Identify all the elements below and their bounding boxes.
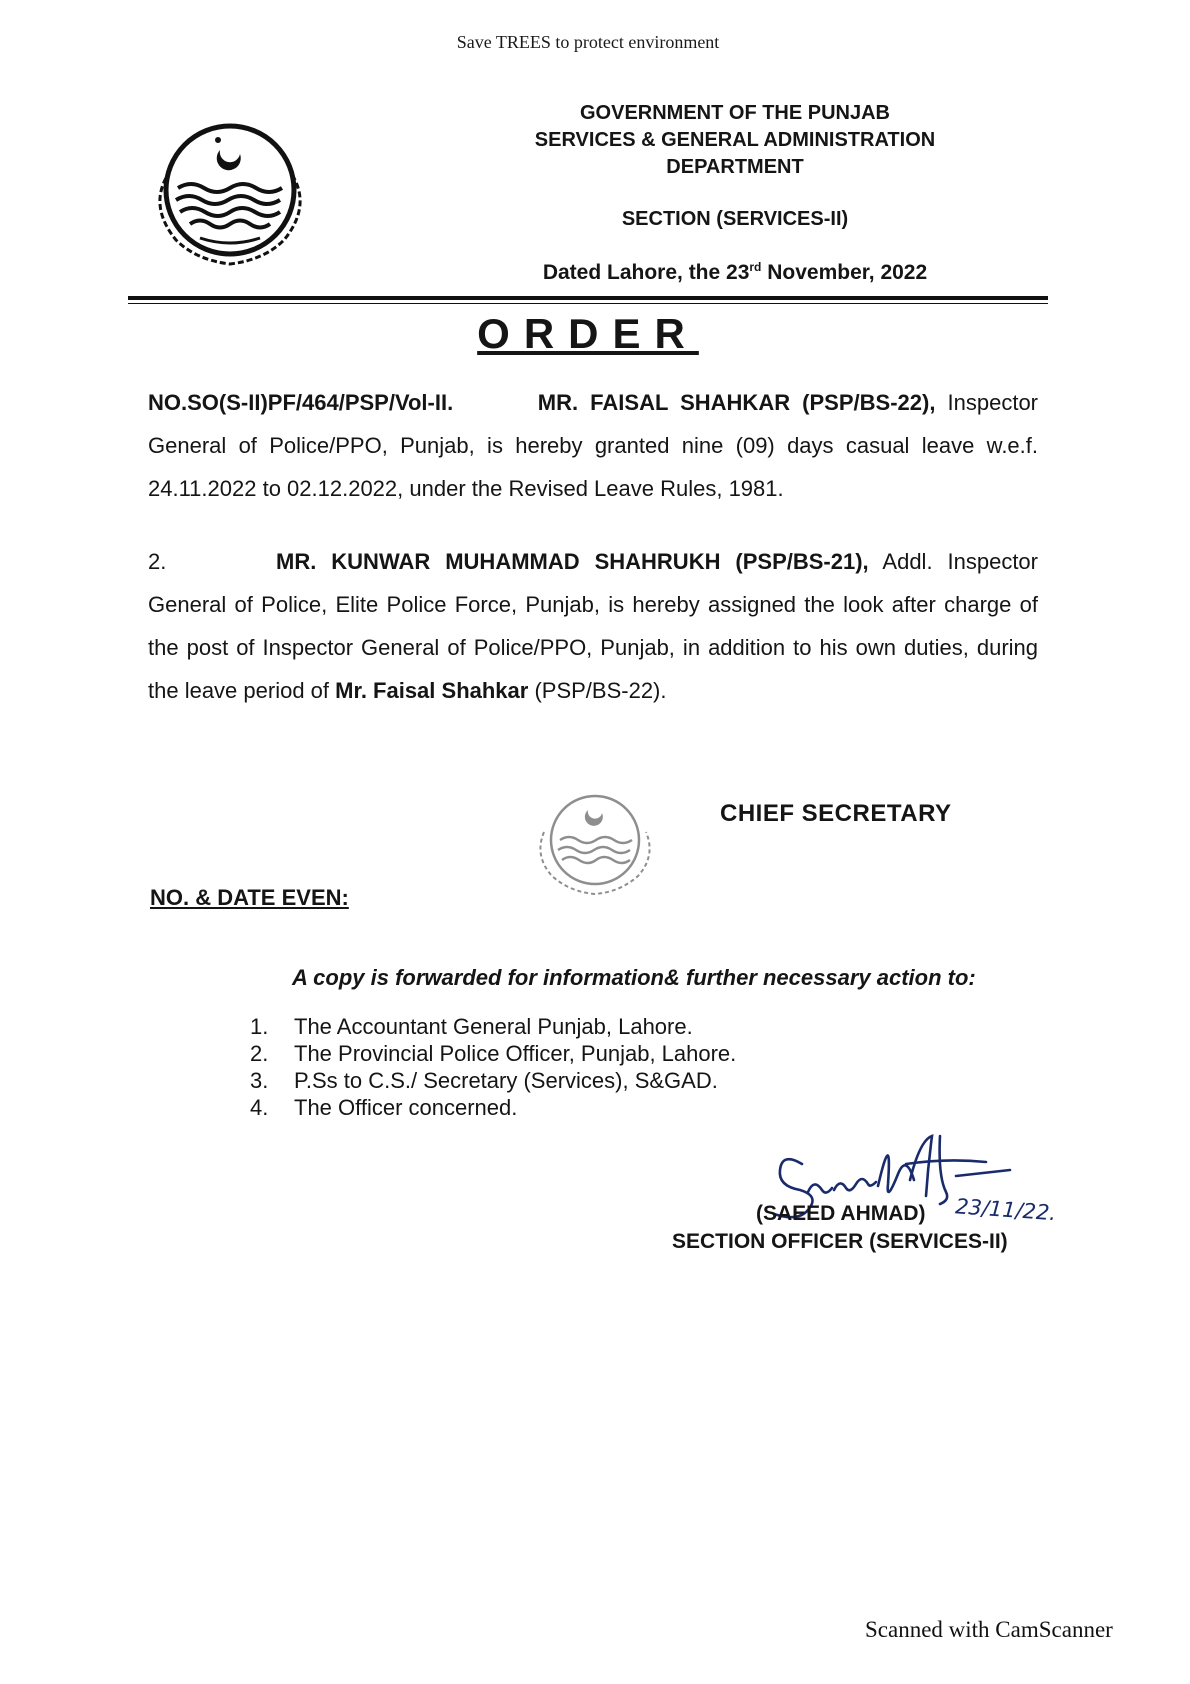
department-header — [500, 100, 970, 181]
stamp-emblem — [530, 788, 660, 898]
list-number: 2. — [250, 1041, 269, 1066]
paragraph-2 — [148, 540, 1038, 712]
list-item — [250, 1067, 736, 1094]
list-text: The Provincial Police Officer, Punjab, Lahore. — [294, 1041, 737, 1066]
officer-name-ref: Mr. Faisal Shahkar — [335, 678, 529, 703]
list-text: P.Ss to C.S./ Secretary (Services), S&GAD. — [294, 1068, 718, 1093]
order-title: ORDER — [477, 310, 699, 357]
handwritten-date — [955, 1192, 1075, 1232]
officer-name-2: MR. KUNWAR MUHAMMAD SHAHRUKH (PSP/BS-21), — [276, 549, 869, 574]
chief-secretary: CHIEF SECRETARY — [720, 800, 952, 827]
signatory-title: SECTION OFFICER (SERVICES-II) — [672, 1230, 1008, 1253]
list-number: 4. — [250, 1095, 269, 1120]
list-text: The Accountant General Punjab, Lahore. — [294, 1014, 693, 1039]
copy-forwarded-line: A copy is forwarded for information& further necessary action to: — [292, 965, 976, 990]
section-line: SECTION (SERVICES-II) — [621, 208, 849, 230]
paragraph-1-text: Inspector General of Police/PPO, Punjab, is hereby granted nine (09) days casual leave w.e.f. 24.11.2022 to 02.12.2022, under the Revised Leave Rules, 1981. — [148, 390, 1039, 501]
list-item — [250, 1040, 736, 1067]
date-prefix: Dated Lahore, the 23 — [542, 261, 750, 284]
svg-text:23/11/22.: 23/11/22. — [954, 1194, 1057, 1226]
header-line-1: GOVERNMENT OF THE PUNJAB — [579, 102, 891, 124]
paragraph-number: 2. — [148, 549, 167, 574]
list-text: The Officer concerned. — [294, 1095, 518, 1120]
paragraph-2-tail: (PSP/BS-22). — [528, 678, 667, 703]
reference-number: NO.SO(S-II)PF/464/PSP/Vol-II. — [148, 390, 454, 415]
scan-watermark: Scanned with CamScanner — [865, 1617, 1113, 1642]
header-divider-thin — [128, 303, 1048, 304]
top-note: Save TREES to protect environment — [456, 32, 720, 52]
date-suffix: November, 2022 — [761, 261, 928, 284]
header-line-2: SERVICES & GENERAL ADMINISTRATION — [534, 129, 936, 151]
list-item — [250, 1094, 736, 1121]
no-date-even: NO. & DATE EVEN: — [150, 885, 349, 910]
distribution-list — [250, 1013, 736, 1121]
date-line — [500, 260, 970, 285]
paragraph-1 — [148, 381, 1038, 510]
paragraph-2-text: Addl. Inspector General of Police, Elite Police Force, Punjab, is hereby assigned the look after charge of the post of Inspector General of Police/PPO, Punjab, in addition to his own duties, during the leave period of — [148, 549, 1038, 703]
date-suffix-ordinal: rd — [749, 260, 762, 274]
signatory-name: (SAEED AHMAD) — [756, 1202, 926, 1225]
list-item — [250, 1013, 736, 1040]
header-divider-thick — [128, 296, 1048, 300]
header-line-3: DEPARTMENT — [666, 156, 804, 178]
list-number: 1. — [250, 1014, 269, 1039]
list-number: 3. — [250, 1068, 269, 1093]
punjab-emblem — [140, 118, 320, 266]
officer-name-1: MR. FAISAL SHAHKAR (PSP/BS-22), — [537, 390, 936, 415]
